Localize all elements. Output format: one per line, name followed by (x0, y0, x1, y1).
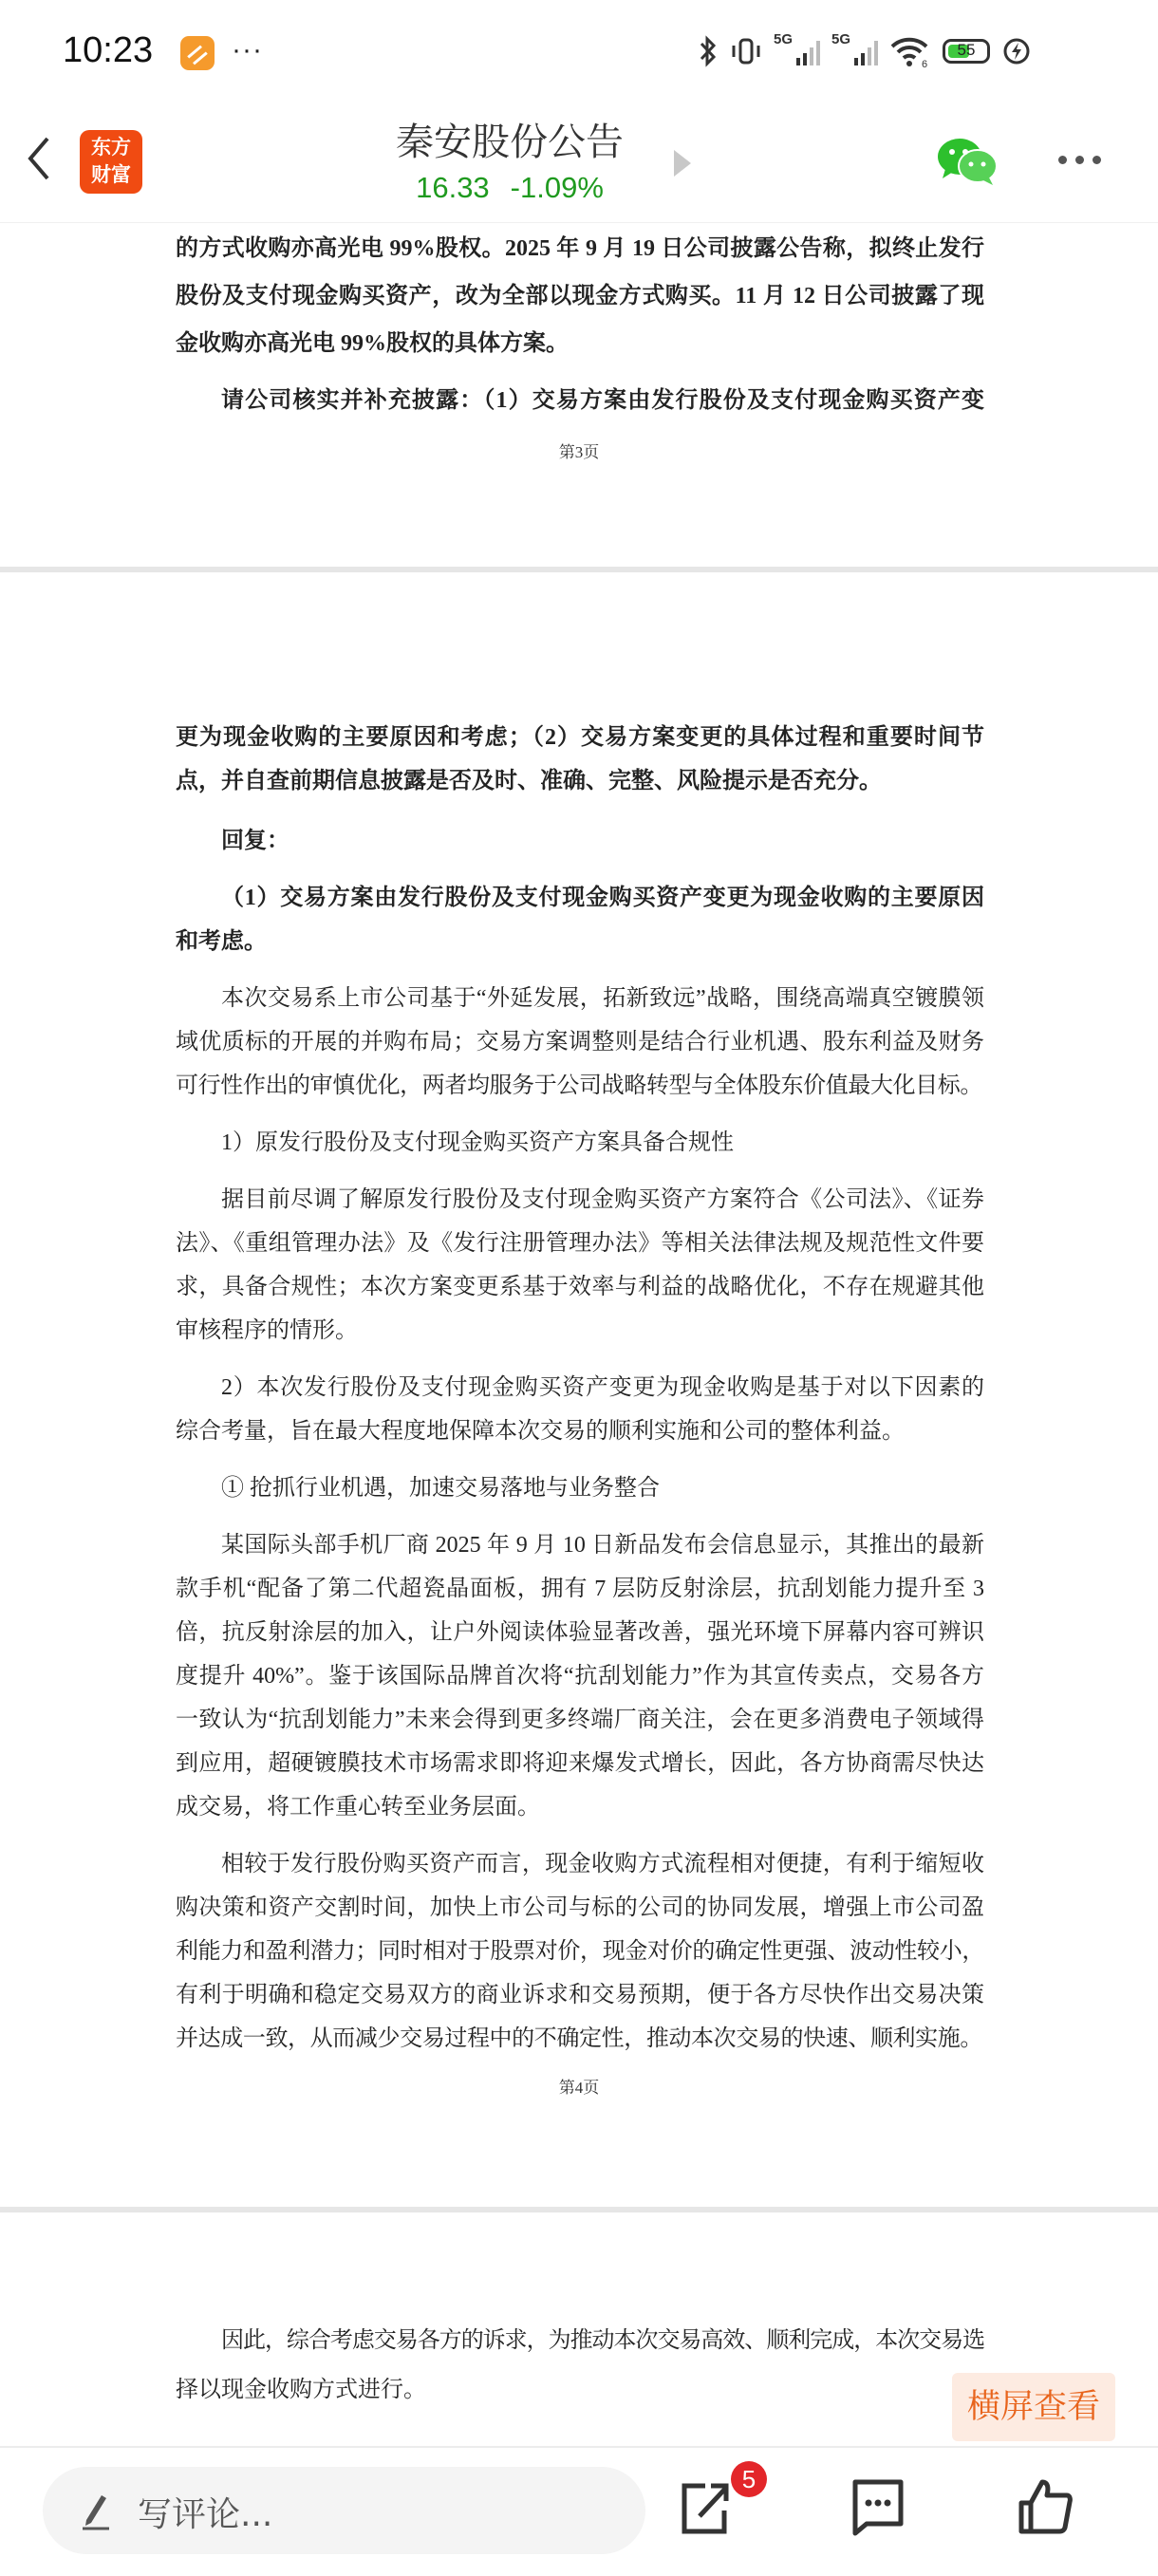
document-page-5 (176, 2316, 984, 2428)
wifi-icon (889, 35, 931, 67)
text-line: 股份及支付现金购买资产，改为全部以现金方式购买。11 月 12 日公司披露了现 (176, 284, 984, 308)
text-line: 求，具备合规性；本次方案变更系基于效率与利益的战略优化，不存在规避其他 (176, 1275, 984, 1299)
text-line: 本次交易系上市公司基于“外延发展，拓新致远”战略，围绕高端真空镀膜领 (221, 986, 984, 1011)
document-page-4 (176, 716, 984, 2074)
vibrate-icon (730, 35, 762, 67)
text-line: 并达成一致，从而减少交易过程中的不确定性，推动本次交易的快速、顺利实施。 (176, 2026, 982, 2051)
text-line: 法》、《重组管理办法》及《发行注册管理办法》等相关法律法规及规范性文件要 (176, 1231, 984, 1256)
paragraph (176, 1366, 984, 1453)
text-line: 某国际头部手机厂商 2025 年 9 月 10 日新品发布会信息显示，其推出的最新 (221, 1533, 984, 1558)
text-line: 2）本次发行股份及支付现金购买资产变更为现金收购是基于对以下因素的 (221, 1375, 984, 1400)
paragraph (176, 225, 984, 367)
text-line: 可行性作出的审慎优化，两者均服务于公司战略转型与全体股东价值最大化目标。 (176, 1073, 982, 1098)
paragraph (176, 1523, 984, 1829)
text-line: 1）原发行股份及支付现金购买资产方案具备合规性 (221, 1130, 734, 1155)
stock-change: -1.09% (510, 171, 604, 204)
paragraph (176, 876, 984, 963)
share-icon[interactable] (677, 2476, 734, 2537)
text-line: 的方式收购亦高光电 99%股权。2025 年 9 月 19 日公司披露公告称，拟终止发行 (176, 236, 984, 261)
text-line: 金收购亦高光电 99%股权的具体方案。 (176, 331, 569, 356)
text-line: 购决策和资产交割时间，加快上市公司与标的公司的协同发展，增强上市公司盈 (176, 1895, 984, 1920)
bluetooth-icon (698, 35, 719, 67)
page-divider (0, 567, 1158, 572)
text-line: 倍，抗反射涂层的加入，让户外阅读体验显著改善，强光环境下屏幕内容可辨识 (176, 1620, 984, 1645)
more-notifications-icon: ··· (232, 34, 263, 65)
text-line: 有利于明确和稳定交易双方的商业诉求和交易预期，便于各方尽快作出交易决策 (176, 1983, 984, 2007)
stock-price: 16.33 (416, 171, 490, 204)
text-line: 据目前尽调了解原发行股份及支付现金购买资产方案符合《公司法》、《证券 (221, 1187, 984, 1212)
system-icons (698, 32, 1032, 70)
text-line: 域优质标的开展的并购布局；交易方案调整则是结合行业机遇、股东利益及财务 (176, 1030, 984, 1055)
charging-icon (1001, 35, 1032, 67)
pencil-icon (79, 2490, 113, 2531)
page-number: 第3页 (558, 443, 600, 461)
back-icon[interactable] (21, 135, 57, 182)
paragraph (176, 377, 984, 424)
text-line: 点，并自查前期信息披露是否及时、准确、完整、风险提示是否充分。 (176, 769, 882, 793)
text-line: 综合考量，旨在最大程度地保障本次交易的顺利实施和公司的整体利益。 (176, 1419, 905, 1444)
text-line: 利能力和盈利潜力；同时相对于股票对价，现金对价的确定性更强、波动性较小， (176, 1939, 984, 1964)
status-bar (0, 0, 1158, 95)
app-logo[interactable]: 东方 财富 (80, 130, 142, 194)
text-line: 度提升 40%”。鉴于该国际品牌首次将“抗刮划能力”作为其宣传卖点，交易各方 (176, 1664, 984, 1689)
battery-icon: 55 (943, 39, 990, 64)
caret-right-icon[interactable] (674, 150, 691, 177)
document-page-3 (176, 225, 984, 434)
cellular-signal-1-icon: 5G (774, 37, 820, 65)
comment-placeholder: 写评论... (138, 2495, 273, 2534)
header (0, 95, 1158, 223)
page-title: 秦安股份公告 (396, 121, 624, 164)
comment-input[interactable] (43, 2467, 645, 2554)
text-line: 更为现金收购的主要原因和考虑；（2）交易方案变更的具体过程和重要时间节 (176, 725, 984, 750)
paragraph (176, 1178, 984, 1353)
more-options-icon[interactable] (1058, 152, 1110, 169)
app-notification-icon (180, 36, 215, 70)
text-line: 款手机“配备了第二代超瓷晶面板，拥有 7 层防反射涂层，抗刮划能力提升至 3 (176, 1577, 984, 1601)
thumbs-up-icon[interactable] (1016, 2476, 1074, 2537)
wechat-share-icon[interactable] (936, 137, 999, 186)
page-divider (0, 2207, 1158, 2212)
text-line: 审核程序的情形。 (176, 1318, 358, 1343)
page-number: 第4页 (558, 2079, 600, 2097)
paragraph (176, 2316, 984, 2415)
paragraph (176, 977, 984, 1108)
svg-text:6: 6 (922, 59, 928, 67)
paragraph (176, 1121, 984, 1165)
paragraph (176, 1466, 984, 1510)
text-line: 相较于发行股份购买资产而言，现金收购方式流程相对便捷，有利于缩短收 (221, 1852, 984, 1876)
paragraph (176, 716, 984, 803)
text-line: 请公司核实并补充披露：（1）交易方案由发行股份及支付现金购买资产变 (221, 388, 984, 413)
stock-quote[interactable] (313, 171, 706, 205)
text-line: 回复： (221, 829, 290, 853)
text-line: 择以现金收购方式进行。 (176, 2378, 426, 2402)
text-line: ① 抢抓行业机遇，加速交易落地与业务整合 (221, 1476, 660, 1501)
bottom-bar (0, 2446, 1158, 2576)
paragraph (176, 819, 984, 863)
text-line: 成交易，将工作重心转至业务层面。 (176, 1795, 540, 1820)
text-line: （1）交易方案由发行股份及支付现金购买资产变更为现金收购的主要原因 (221, 886, 984, 910)
text-line: 和考虑。 (176, 929, 267, 954)
share-count-badge: 5 (731, 2461, 767, 2497)
status-time: 10:23 (63, 30, 154, 70)
cellular-signal-2-icon: 5G (831, 37, 878, 65)
paragraph (176, 1842, 984, 2061)
comment-icon[interactable] (850, 2476, 906, 2537)
text-line: 因此，综合考虑交易各方的诉求，为推动本次交易高效、顺利完成，本次交易选 (221, 2328, 984, 2353)
text-line: 到应用，超硬镀膜技术市场需求即将迎来爆发式增长，因此，各方协商需尽快达 (176, 1751, 984, 1776)
landscape-view-button[interactable]: 横屏查看 (952, 2373, 1115, 2441)
text-line: 一致认为“抗刮划能力”未来会得到更多终端厂商关注，会在更多消费电子领域得 (176, 1708, 984, 1732)
